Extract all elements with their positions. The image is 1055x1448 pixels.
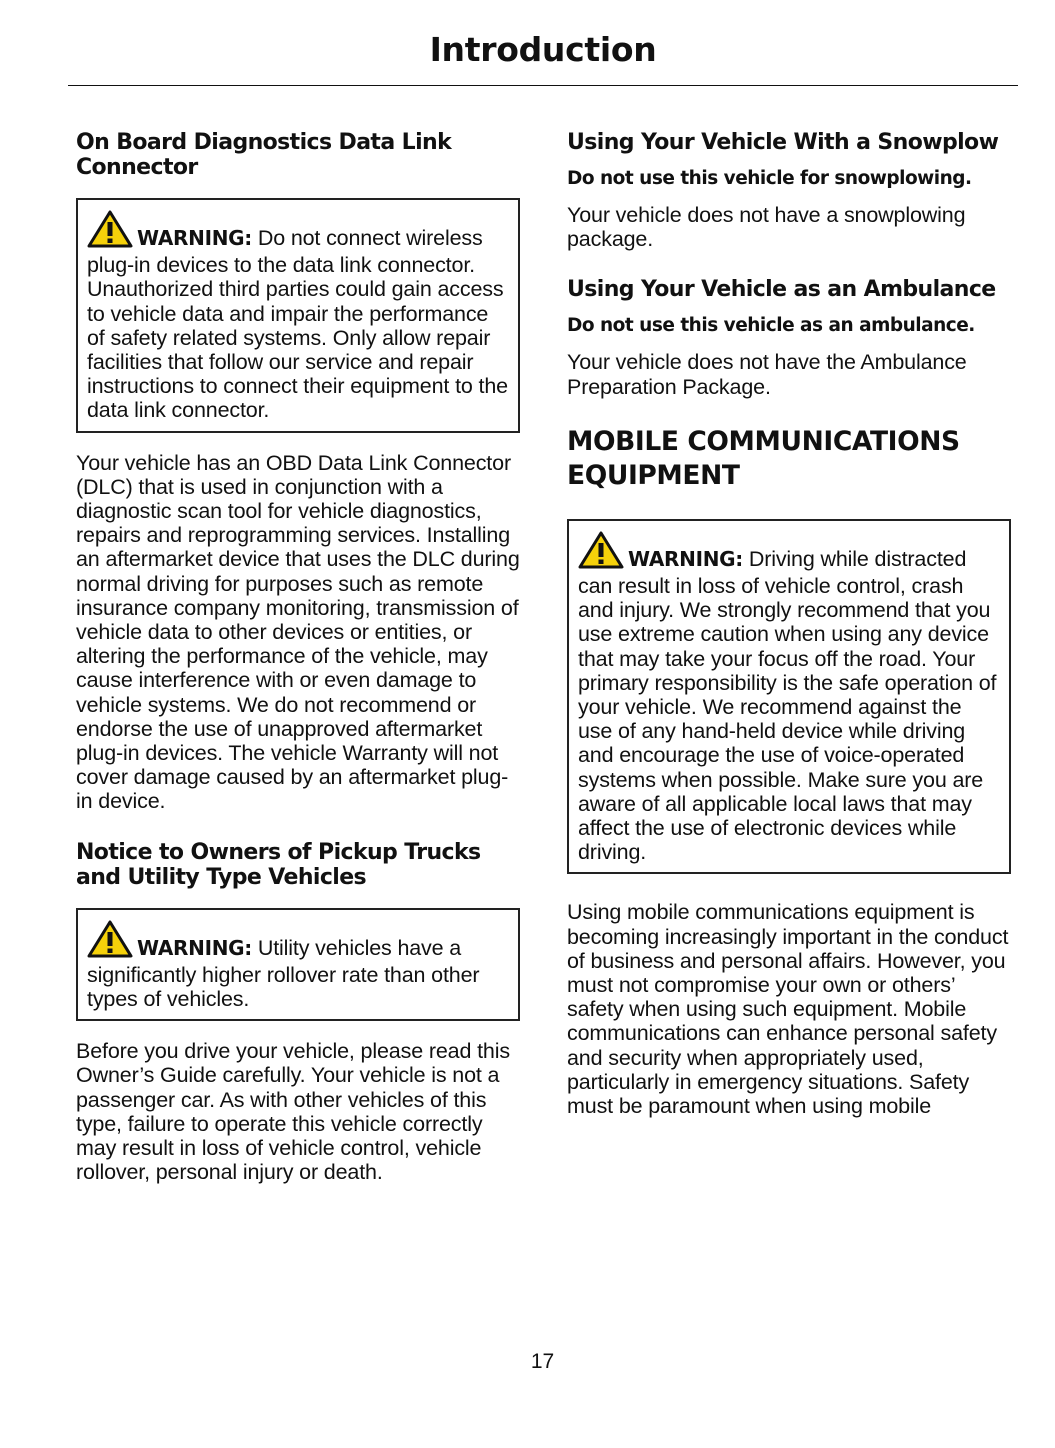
mobile-warning-box <box>567 519 1011 875</box>
obd-body: Your vehicle has an OBD Data Link Connector (DLC) that is used in conjunction with a diagnostic scan tool for vehicle diagnostics, repairs and reprogramming services. Installing an aftermarket device that uses the DLC during normal driving for purposes such as remote insurance company monitoring, transmission of vehicle data to other devices or entities, or altering the performance of the vehicle, may cause interference with or even damage to vehicle systems. We do not recommend or endorse the use of unapproved aftermarket plug-in devices. The vehicle Warranty will not cover damage caused by an aftermarket plug-in device. <box>76 450 520 814</box>
warning-triangle-icon <box>87 920 133 963</box>
left-column <box>76 130 520 1185</box>
mobile-heading: MOBILE COMMUNICATIONS EQUIPMENT <box>567 425 960 491</box>
warning-triangle-icon <box>87 210 133 253</box>
page-title: Introduction <box>429 30 657 69</box>
notice-heading: Notice to Owners of Pickup Trucks and Utility Type Vehicles <box>76 839 481 890</box>
warning-triangle-icon <box>578 531 624 574</box>
mobile-body: Using mobile communications equipment is becoming increasingly important in the conduct of business and personal affairs. However, you must not compromise your own or others’ safety when using such equipment. Mobile communications can enhance personal safety and security when appropriately used, particularly in emergency situations. Safety must be paramount when using mobile <box>567 900 1009 1119</box>
mobile-warning-label: WARNING: <box>628 546 743 571</box>
snowplow-heading: Using Your Vehicle With a Snowplow <box>567 130 999 155</box>
obd-warning-label: WARNING: <box>137 226 252 250</box>
notice-body: Before you drive your vehicle, please read this Owner’s Guide carefully. Your vehicle is not a passenger car. As with other vehicles of this type, failure to operate this vehicle correctly may result in loss of vehicle control, vehicle rollover, personal injury or death. <box>76 1039 510 1185</box>
obd-warning-box <box>76 198 520 433</box>
obd-heading: On Board Diagnostics Data Link Connector <box>76 130 452 180</box>
title-divider <box>68 85 1018 86</box>
ambulance-note: Do not use this vehicle as an ambulance. <box>567 315 975 337</box>
mobile-warning-text: Driving while distracted can result in loss of vehicle control, crash and injury. We strongly recommend that you use extreme caution when using any device that may take your focus off the road. Your primary responsibility is the safe operation of your vehicle. We recommend against the use of any hand-held device while driving and encourage the use of voice-operated systems when possible. Make sure you are aware of all applicable local laws that may affect the use of electronic devices while driving. <box>578 546 997 865</box>
ambulance-body: Your vehicle does not have the Ambulance Preparation Package. <box>567 350 967 399</box>
ambulance-heading: Using Your Vehicle as an Ambulance <box>567 277 996 303</box>
snowplow-note: Do not use this vehicle for snowplowing. <box>567 168 972 189</box>
notice-warning-box <box>76 908 520 1022</box>
snowplow-body: Your vehicle does not have a snowplowing package. <box>567 203 966 252</box>
obd-warning-text: Do not connect wireless plug-in devices to the data link connector. Unauthorized third parties could gain access to vehicle data and impair the performance of safety related systems. Only allow repair facilities that follow our service and repair instructions to connect their equipment to the data link connector. <box>87 226 508 423</box>
right-column <box>567 130 1011 1118</box>
notice-warning-text: Utility vehicles have a significantly higher rollover rate than other types of vehicles. <box>87 935 480 1012</box>
page-number: 17 <box>530 1350 555 1373</box>
notice-warning-label: WARNING: <box>137 935 252 960</box>
